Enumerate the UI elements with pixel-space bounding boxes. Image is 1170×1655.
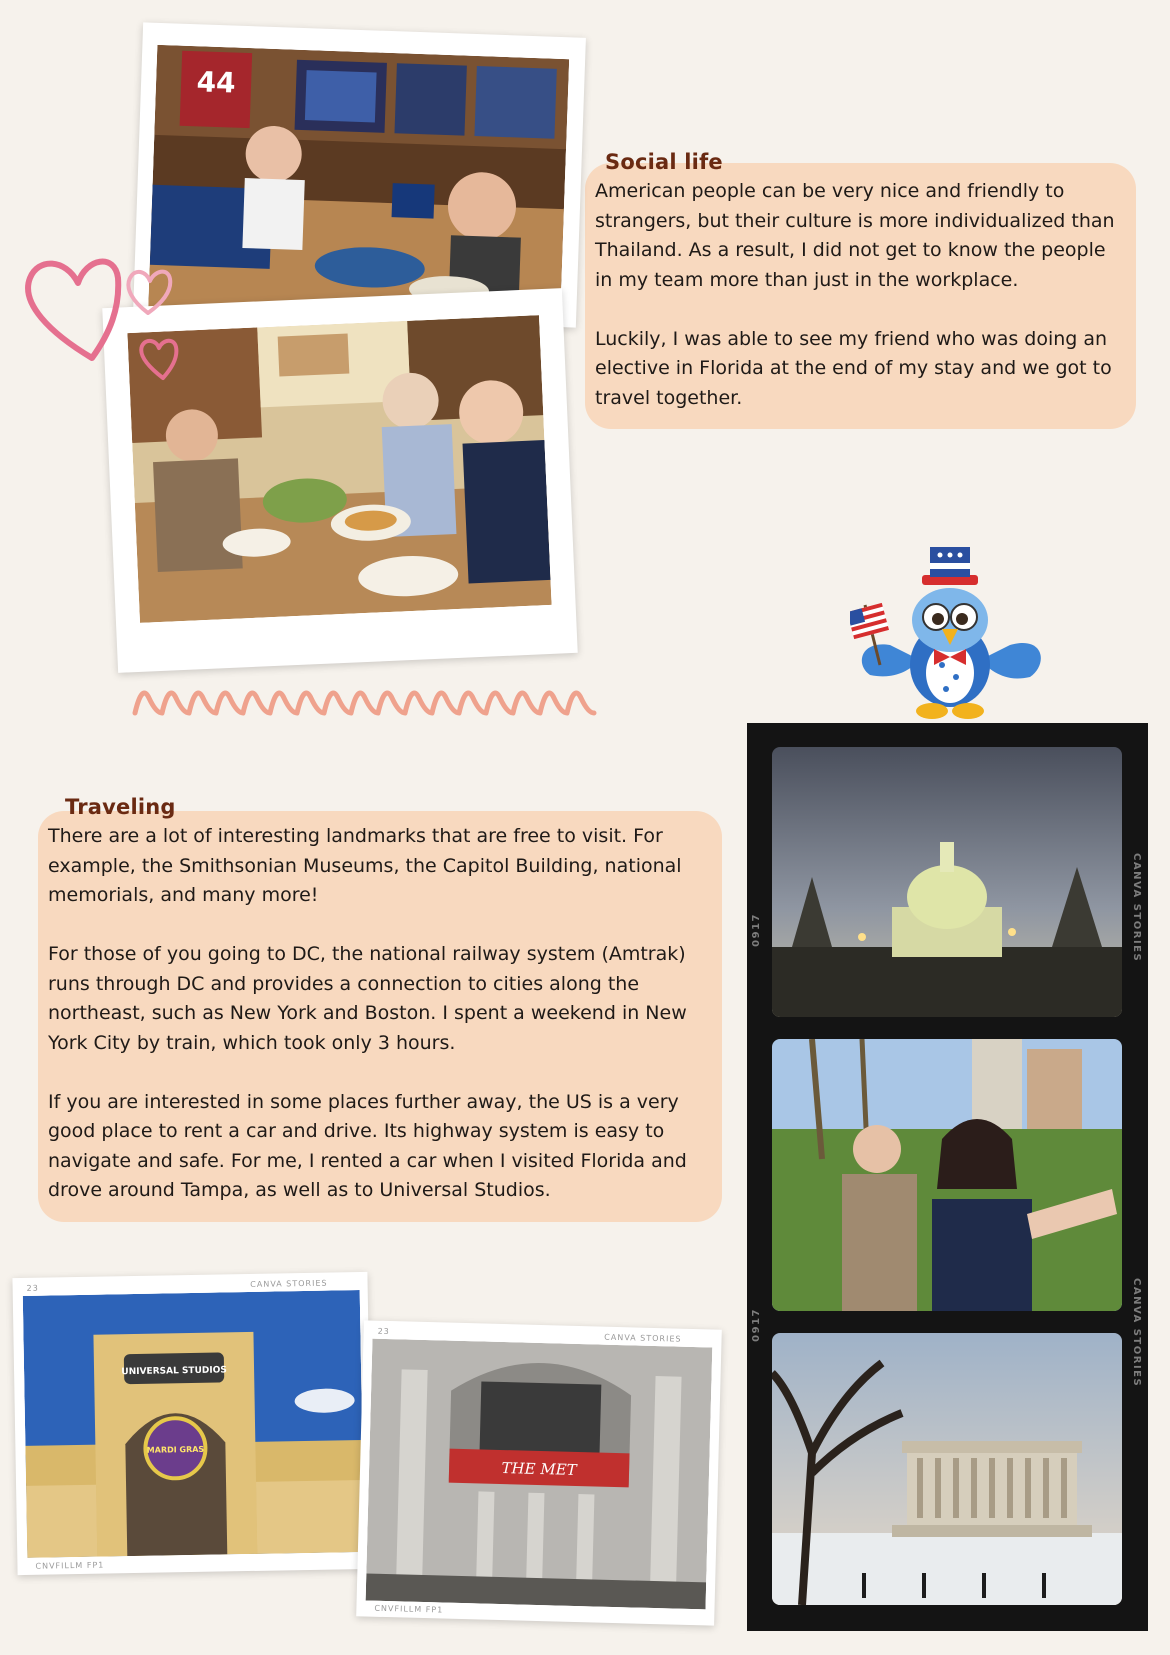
social-life-panel (585, 163, 1136, 429)
polaroid-restaurant-1 (133, 22, 586, 327)
polaroid-universal-studios (12, 1272, 372, 1575)
photo-the-met-museum (366, 1339, 713, 1610)
photo-bubba-gump (148, 45, 569, 321)
photo-universal-art (23, 1290, 365, 1558)
jersey-number: 44 (196, 65, 237, 100)
met-banner-text: THE MET (501, 1459, 577, 1479)
traveling-panel (38, 811, 722, 1222)
traveling-paragraph-3: If you are interested in some places further away, the US is a very good place to rent a car and drive. Its highway system is easy to navigate and safe. For me, I rented a car when I visited Florida and drove around Tampa, as well as to Universal Studios. (48, 1090, 687, 1201)
polaroid-the-met (356, 1320, 722, 1625)
photo-capitol-art (772, 747, 1122, 1017)
zigzag-doodle (130, 678, 610, 728)
film-frame-number-1: 0917 (751, 913, 762, 947)
film-label-bottom: CANVA STORIES (1131, 1278, 1142, 1388)
social-paragraph-1: American people can be very nice and friendly to strangers, but their culture is more individualized than Thailand. As a result, I did not get to know the people in my team more than just in the workplace. (595, 180, 1115, 291)
eagle-mascot-icon (850, 545, 1050, 735)
photo-lincoln-memorial (772, 1333, 1122, 1605)
film-strip (747, 723, 1148, 1631)
social-life-title: Social life (605, 150, 723, 174)
social-paragraph-2: Luckily, I was able to see my friend who was doing an elective in Florida at the end of my stay and we got to travel together. (595, 327, 1112, 409)
photo-dinner-friends-art (127, 315, 551, 623)
traveling-paragraph-1: There are a lot of interesting landmarks that are free to visit. For example, the Smithsonian Museums, the Capitol Building, national memorials, and many more! (48, 825, 682, 906)
heart-tiny-icon (141, 341, 176, 378)
photo-tampa-art (772, 1039, 1122, 1311)
photo-universal-arch (23, 1290, 365, 1558)
photo-dinner-friends (127, 315, 551, 623)
polaroid-3-frame-number: 23 (26, 1283, 39, 1293)
polaroid-4-frame-number: 23 (377, 1326, 390, 1337)
film-label-top: CANVA STORIES (1131, 853, 1142, 963)
polaroid-3-canva-label: CANVA STORIES (250, 1278, 328, 1289)
photo-met-art (366, 1339, 713, 1610)
polaroid-4-canva-label: CANVA STORIES (604, 1332, 682, 1344)
photo-lincoln-art (772, 1333, 1122, 1605)
heart-small-icon (128, 272, 170, 313)
hearts-doodle (20, 253, 180, 383)
arch-sign-text: UNIVERSAL STUDIOS (121, 1365, 227, 1378)
photo-bubba-gump-art (148, 45, 569, 321)
arch-badge-text: MARDI GRAS (146, 1444, 205, 1455)
polaroid-3-cnvfilm-label: CNVFILLM FP1 (35, 1560, 105, 1571)
zigzag-line (135, 693, 594, 713)
photo-capitol-building (772, 747, 1122, 1017)
film-frame-number-2: 0917 (751, 1308, 762, 1342)
traveling-paragraph-2: For those of you going to DC, the national railway system (Amtrak) runs through DC and provides a connection to cities along the northeast, such as New York and Boston. I spent a weekend in New York City by train, which took only 3 hours. (48, 943, 687, 1054)
photo-tampa-park (772, 1039, 1122, 1311)
traveling-title: Traveling (65, 795, 176, 819)
heart-large-icon (28, 262, 118, 358)
polaroid-4-cnvfilm-label: CNVFILLM FP1 (374, 1603, 444, 1615)
